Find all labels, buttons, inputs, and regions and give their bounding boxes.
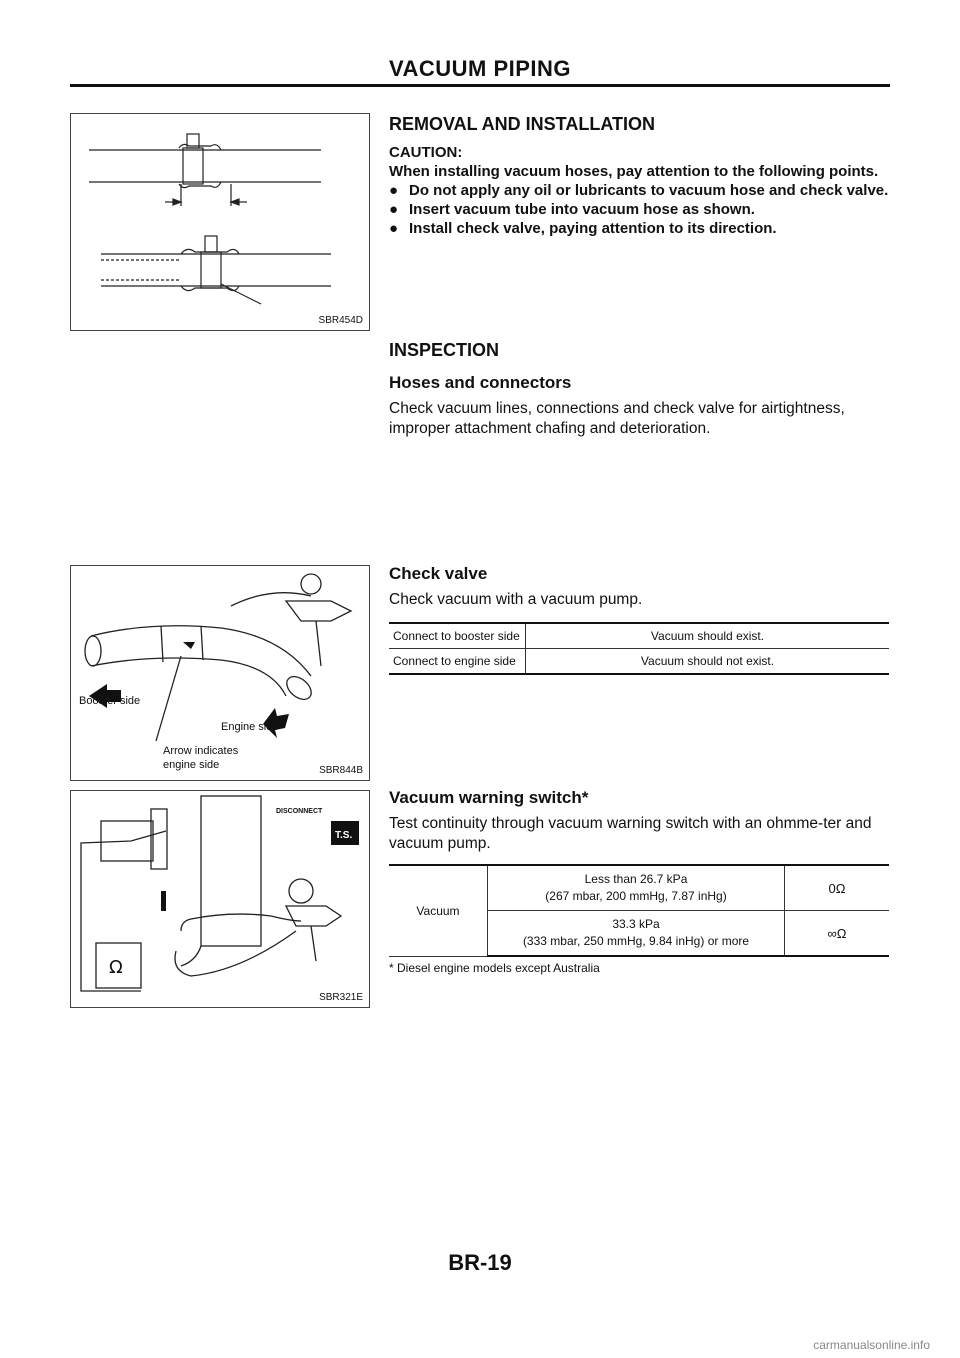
inspection-section <box>389 340 889 439</box>
vacuum-switch-text: Test continuity through vacuum warning switch with an ohmme-ter and vacuum pump. <box>389 815 872 852</box>
page-header: VACUUM PIPING <box>388 56 572 81</box>
check-valve-section <box>389 564 889 675</box>
figure-label: SBR321E <box>319 992 363 1003</box>
caution-text: When installing vacuum hoses, pay attention to the following points. <box>389 163 879 180</box>
condition-line: (333 mbar, 250 mmHg, 9.84 inHg) or more <box>522 934 750 948</box>
result-cell: 0Ω <box>785 865 890 911</box>
header-rule <box>70 84 890 87</box>
bullet-text: Insert vacuum tube into vacuum hose as shown. <box>409 201 755 218</box>
bullet-icon: ● <box>389 182 399 199</box>
vacuum-switch-table <box>389 864 889 957</box>
bullet-item <box>389 219 889 238</box>
page-number: BR-19 <box>448 1250 512 1275</box>
figure-hose-insertion <box>70 113 370 331</box>
figure-vacuum-switch <box>70 790 370 1008</box>
hoses-title: Hoses and connectors <box>389 373 572 392</box>
result-cell: Vacuum should not exist. <box>526 649 890 675</box>
figure-check-valve <box>70 565 370 781</box>
bullet-item <box>389 181 889 200</box>
condition-line: (267 mbar, 200 mmHg, 7.87 inHg) <box>545 889 727 903</box>
result-cell: ∞Ω <box>785 911 890 957</box>
bullet-icon: ● <box>389 220 399 237</box>
ohm-symbol: Ω <box>109 957 123 978</box>
figure-label: SBR454D <box>318 315 363 326</box>
check-valve-table <box>389 622 889 675</box>
caution-label: CAUTION: <box>389 144 463 161</box>
inspection-title: INSPECTION <box>389 340 500 360</box>
vacuum-switch-section <box>389 788 889 975</box>
table-row <box>389 649 889 675</box>
bullet-icon: ● <box>389 201 399 218</box>
check-valve-text: Check vacuum with a vacuum pump. <box>389 591 643 608</box>
condition-cell <box>488 865 785 911</box>
arrow-indicates-label: Arrow indicates <box>163 745 239 757</box>
bullet-text: Install check valve, paying attention to its direction. <box>409 220 777 237</box>
condition-cell: Connect to engine side <box>389 649 526 675</box>
booster-side-label: Booster side <box>79 695 141 707</box>
table-row <box>389 623 889 649</box>
condition-line: Less than 26.7 kPa <box>584 872 688 886</box>
disconnect-label: DISCONNECT <box>276 808 323 815</box>
result-cell: Vacuum should exist. <box>526 623 890 649</box>
vacuum-switch-title: Vacuum warning switch* <box>389 788 589 807</box>
condition-cell: Connect to booster side <box>389 623 526 649</box>
footnote: * Diesel engine models except Australia <box>389 961 600 975</box>
ts-label: T.S. <box>335 830 353 841</box>
vacuum-switch-illustration <box>71 791 369 1007</box>
hose-insertion-illustration <box>71 114 369 330</box>
watermark: carmanualsonline.info <box>813 1338 930 1352</box>
condition-cell <box>488 911 785 957</box>
vacuum-label-cell: Vacuum <box>389 865 488 956</box>
removal-title: REMOVAL AND INSTALLATION <box>389 114 655 134</box>
check-valve-illustration <box>71 566 369 780</box>
engine-side-arrow-label: engine side <box>163 759 220 771</box>
bullet-text: Do not apply any oil or lubricants to vacuum hose and check valve. <box>409 182 889 199</box>
condition-line: 33.3 kPa <box>612 917 660 931</box>
check-valve-title: Check valve <box>389 564 488 583</box>
bullet-item <box>389 200 889 219</box>
engine-side-label: Engine side <box>221 721 279 733</box>
table-row <box>389 865 889 911</box>
hoses-text: Check vacuum lines, connections and check valve for airtightness, improper attachment chafing and deterioration. <box>389 400 845 437</box>
figure-label: SBR844B <box>319 765 363 776</box>
removal-section <box>389 114 889 238</box>
